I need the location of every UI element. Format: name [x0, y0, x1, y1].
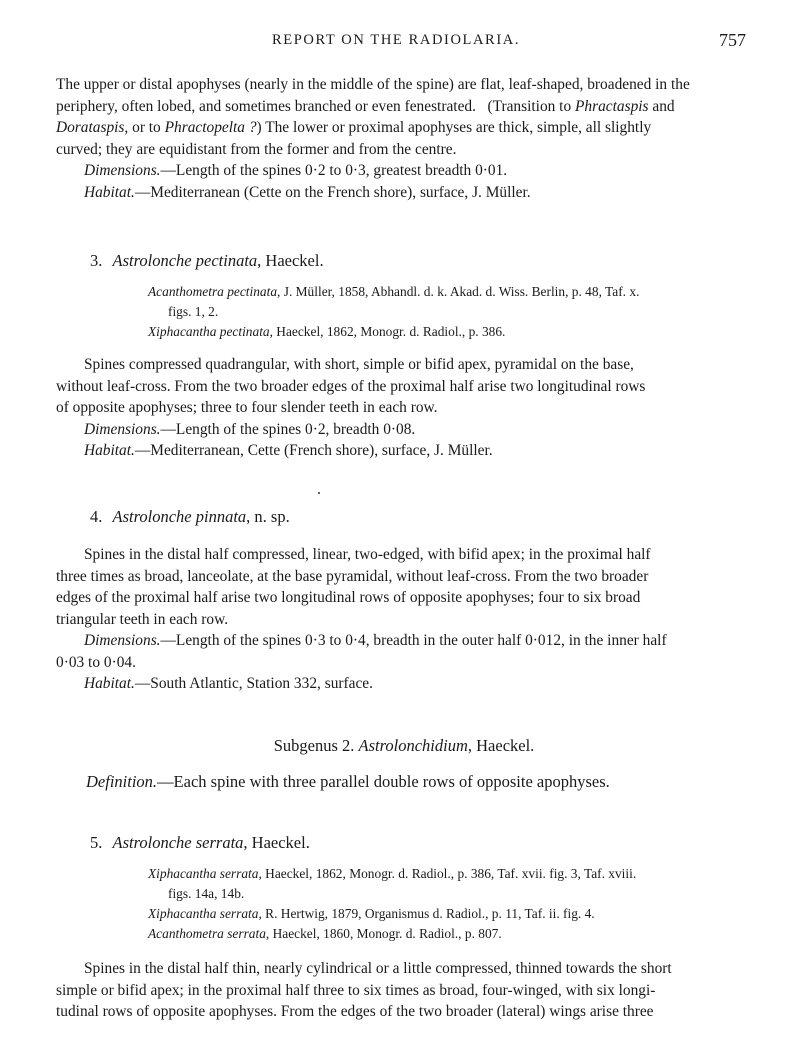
- species-5-synonym-1: Xiphacantha serrata, Haeckel, 1862, Monogr. d. Radiol., p. 386, Taf. xvii. fig. 3, Taf. xviii. figs. 14a, 14b.: [148, 866, 637, 901]
- phractaspis-term: Phractaspis: [575, 97, 649, 115]
- species-3-description: Spines compressed quadrangular, with short, simple or bifid apex, pyramidal on the base, without leaf-cross. From the two broader edges of the proximal half arise two longitudinal rows of opposite apophyses; three to four slender teeth in each row. Dimensions.—Length of the spines 0·2, breadth 0·08. Habitat.—Mediterranean, Cette (French shore), surface, J. Müller.: [56, 354, 752, 462]
- page-number: 757: [719, 30, 746, 50]
- intro-line-3: Dorataspis, or to Phractopelta ?) The lower or proximal apophyses are thick, simple, all slightly: [56, 119, 652, 136]
- species-4-name: Astrolonche pinnata: [112, 507, 247, 526]
- stray-dot: [318, 492, 320, 494]
- species-5-heading: 5. Astrolonche serrata, Haeckel.: [90, 833, 310, 852]
- species-3-dimensions: Dimensions.—Length of the spines 0·2, breadth 0·08.: [84, 420, 416, 438]
- species-3-synonym-2: Xiphacantha pectinata, Haeckel, 1862, Monogr. d. Radiol., p. 386.: [148, 324, 506, 339]
- species-5: [56, 832, 752, 944]
- species-4-description: Spines in the distal half compressed, linear, two-edged, with bifid apex; in the proximal half three times as broad, lanceolate, at the base pyramidal, without leaf-cross. From the two broader edges of the proximal half arise two longitudinal rows of opposite apophyses; four to six broad triangular teeth in each row. Dimensions.—Length of the spines 0·3 to 0·4, breadth in the outer half 0·012, in the inner half 0·03 to 0·04. Habitat.—South Atlantic, Station 332, surface.: [56, 544, 752, 695]
- subgenus-heading: Subgenus 2. Astrolonchidium, Haeckel.: [273, 736, 535, 755]
- intro-line-2: periphery, often lobed, and sometimes branched or even fenestrated. (Transition to Phractaspis and: [56, 97, 675, 115]
- species-3: [56, 250, 752, 342]
- running-title: REPORT ON THE RADIOLARIA.: [272, 32, 521, 48]
- intro-paragraph: [56, 74, 752, 203]
- intro-line-1: The upper or distal apophyses (nearly in the middle of the spine) are flat, leaf-shaped, broadened in the: [56, 76, 690, 93]
- species-5-synonym-3: Acanthometra serrata, Haeckel, 1860, Monogr. d. Radiol., p. 807.: [148, 926, 502, 941]
- species-4-dimensions-cont: 0·03 to 0·04.: [56, 653, 136, 671]
- species-3-habitat: Habitat.—Mediterranean, Cette (French shore), surface, J. Müller.: [84, 442, 493, 459]
- species-3-name: Astrolonche pectinata: [112, 251, 258, 270]
- page-header: [86, 32, 746, 54]
- species-4-habitat: Habitat.—South Atlantic, Station 332, surface.: [84, 675, 373, 692]
- species-3-heading: 3. Astrolonche pectinata, Haeckel.: [90, 251, 324, 270]
- intro-habitat: Habitat.—Mediterranean (Cette on the French shore), surface, J. Müller.: [84, 183, 531, 201]
- species-5-name: Astrolonche serrata: [112, 833, 244, 852]
- species-3-synonym-1: Acanthometra pectinata, J. Müller, 1858, Abhandl. d. k. Akad. d. Wiss. Berlin, p. 48, Taf. x. figs. 1, 2.: [148, 284, 640, 319]
- intro-dimensions: Dimensions.—Length of the spines 0·2 to 0·3, greatest breadth 0·01.: [84, 162, 508, 179]
- subgenus-name: Astrolonchidium: [358, 736, 468, 755]
- species-5-synonym-2: Xiphacantha serrata, R. Hertwig, 1879, Organismus d. Radiol., p. 11, Taf. ii. fig. 4.: [148, 906, 595, 921]
- species-4-heading: 4. Astrolonche pinnata, n. sp.: [90, 507, 290, 526]
- intro-line-4: curved; they are equidistant from the former and from the centre.: [56, 140, 457, 158]
- species-4: [56, 506, 752, 528]
- species-5-description: Spines in the distal half thin, nearly cylindrical or a little compressed, thinned towards the short simple or bifid apex; in the proximal half three to six times as broad, four-winged, with six longi- tudinal rows of opposite apophyses. From the edges of the two broader (lateral) wings arise three: [56, 960, 672, 1020]
- species-4-dimensions: Dimensions.—Length of the spines 0·3 to 0·4, breadth in the outer half 0·012, in the inner half: [84, 632, 667, 649]
- definition: Definition.—Each spine with three parallel double rows of opposite apophyses.: [86, 772, 610, 791]
